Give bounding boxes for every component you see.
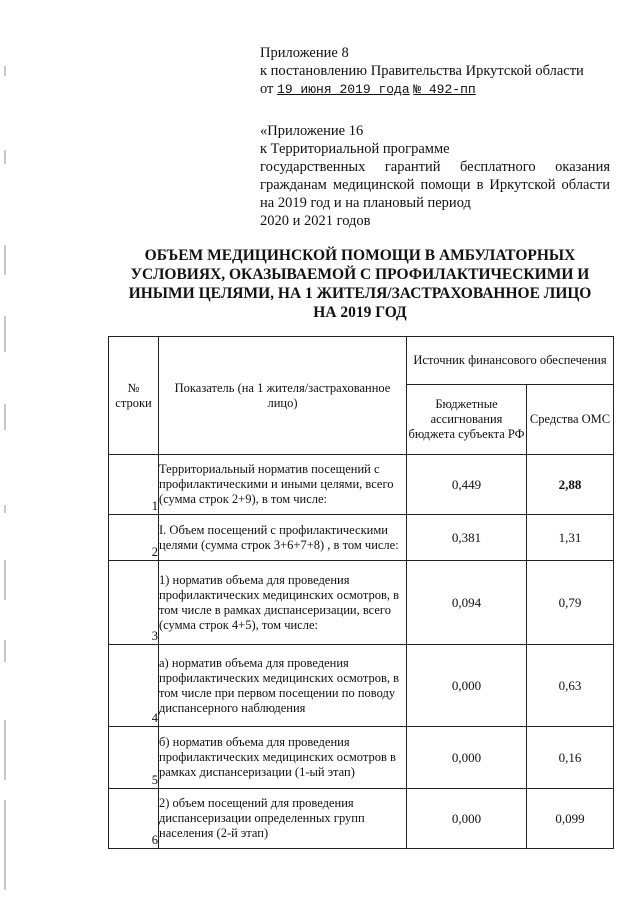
volume-table <box>108 336 614 849</box>
date-value: 19 июня 2019 года <box>277 82 410 97</box>
row-number: 5 <box>109 727 159 789</box>
row-indicator: б) норматив объема для проведения профилактических медицинских осмотров в рамках диспансеризации (1-ый этап) <box>159 727 407 789</box>
header-indicator: Показатель (на 1 жителя/застрахованное лицо) <box>159 337 407 455</box>
document-title: ОБЪЕМ МЕДИЦИНСКОЙ ПОМОЩИ В АМБУЛАТОРНЫХ УСЛОВИЯХ, ОКАЗЫВАЕМОЙ С ПРОФИЛАКТИЧЕСКИМИ И ИНЫМИ ЦЕЛЯМИ, НА 1 ЖИТЕЛЯ/ЗАСТРАХОВАННОЕ ЛИЦО НА 2019 ГОД <box>128 247 592 321</box>
row-indicator: а) норматив объема для проведения профилактических медицинских осмотров, в том числе при первом посещении по поводу диспансерного наблюдения <box>159 645 407 727</box>
row-oms-value: 0,16 <box>527 727 614 789</box>
table-row <box>109 645 614 727</box>
header-oms: Средства ОМС <box>527 385 614 455</box>
row-oms-value: 2,88 <box>527 455 614 515</box>
row-budget-value: 0,000 <box>407 645 527 727</box>
row-budget-value: 0,381 <box>407 515 527 561</box>
header-source: Источник финансового обеспечения <box>407 337 614 385</box>
header-budget: Бюджетные ассигнования бюджета субъекта РФ <box>407 385 527 455</box>
resolution-line: к постановлению Правительства Иркутской области <box>260 63 584 79</box>
row-indicator: 2) объем посещений для проведения диспансеризации определенных групп населения (2-й этап) <box>159 789 407 849</box>
row-indicator: Территориальный норматив посещений с профилактическими и иными целями, всего (сумма строк 2+9), в том числе: <box>159 455 407 515</box>
row-oms-value: 1,31 <box>527 515 614 561</box>
row-number: 4 <box>109 645 159 727</box>
table-row <box>109 561 614 645</box>
row-number: 1 <box>109 455 159 515</box>
row-indicator: I. Объем посещений с профилактическими целями (сумма строк 3+6+7+8) , в том числе: <box>159 515 407 561</box>
appendix-16-body: государственных гарантий бесплатного оказания гражданам медицинской помощи в Иркутской области на 2019 год и на плановый период <box>260 159 610 211</box>
row-indicator: 1) норматив объема для проведения профилактических медицинских осмотров, в том числе в рамках диспансеризации, всего (сумма строк 4+5), том числе: <box>159 561 407 645</box>
date-line <box>260 80 610 99</box>
row-budget-value: 0,000 <box>407 789 527 849</box>
table-row <box>109 727 614 789</box>
scan-edge-marks <box>4 0 14 905</box>
appendix-16-header <box>260 122 610 230</box>
row-oms-value: 0,099 <box>527 789 614 849</box>
appendix-label: Приложение 8 <box>260 45 349 61</box>
row-budget-value: 0,000 <box>407 727 527 789</box>
row-budget-value: 0,094 <box>407 561 527 645</box>
table-row <box>109 789 614 849</box>
row-number: 2 <box>109 515 159 561</box>
appendix-16-label: «Приложение 16 <box>260 123 364 139</box>
resolution-number: № 492-пп <box>413 82 476 97</box>
row-oms-value: 0,79 <box>527 561 614 645</box>
row-number: 3 <box>109 561 159 645</box>
row-number: 6 <box>109 789 159 849</box>
row-budget-value: 0,449 <box>407 455 527 515</box>
appendix-8-header <box>260 44 610 99</box>
appendix-16-last: 2020 и 2021 годов <box>260 213 371 229</box>
appendix-16-line2: к Территориальной программе <box>260 141 450 157</box>
table-row <box>109 515 614 561</box>
header-row-no: № строки <box>109 337 159 455</box>
date-prefix: от <box>260 81 274 97</box>
row-oms-value: 0,63 <box>527 645 614 727</box>
table-row <box>109 455 614 515</box>
